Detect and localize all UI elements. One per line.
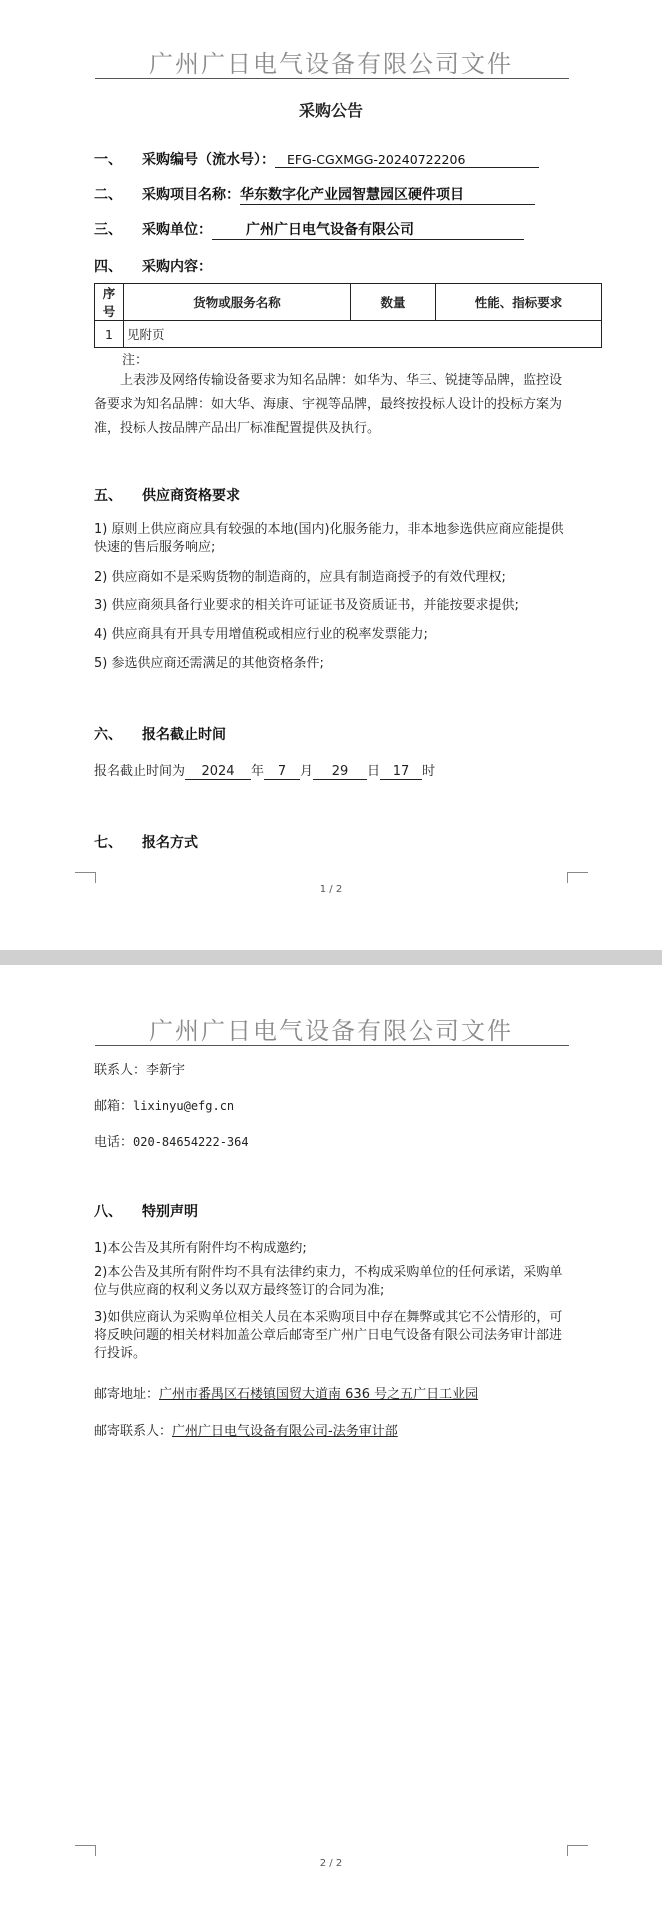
- section-1: [94, 149, 539, 169]
- deadline-line: [94, 760, 435, 780]
- section-4-num: 四、: [94, 259, 122, 275]
- contact-email-label: 邮箱：: [94, 1099, 134, 1114]
- header-company-file: 广州广日电气设备有限公司文件: [149, 50, 513, 78]
- mail-contact-value: 广州广日电气设备有限公司-法务审计部: [172, 1424, 398, 1439]
- deadline-day-unit: 日: [367, 764, 381, 779]
- contact-person-value: 李新宇: [146, 1063, 186, 1078]
- document-page-1: [0, 0, 662, 950]
- note-label: 注：: [122, 353, 149, 368]
- procurement-table: [94, 283, 602, 348]
- section-8-num: 八、: [94, 1204, 122, 1220]
- header-company-file: 广州广日电气设备有限公司文件: [149, 1017, 513, 1045]
- qualification-item: 2) 供应商如不是采购货物的制造商的，应具有制造商授予的有效代理权;: [94, 570, 506, 585]
- contact-person-label: 联系人：: [94, 1063, 147, 1078]
- declaration-item: 3)如供应商认为采购单位相关人员在本采购项目中存在舞弊或其它不公情形的，可将反映问题的相关材料加盖公章后邮寄至广州广日电气设备有限公司法务审计部进行投诉。: [94, 1310, 563, 1361]
- doc-title: 采购公告: [298, 101, 363, 120]
- deadline-year-unit: 年: [251, 764, 265, 779]
- section-5: [94, 485, 240, 505]
- section-3-label: 采购单位：: [142, 222, 212, 238]
- contact-email: [94, 1095, 234, 1114]
- document-page-2: [0, 965, 662, 1911]
- section-3: [94, 219, 524, 240]
- table-row: [95, 321, 602, 348]
- table-header-cell: 数量: [351, 284, 436, 321]
- deadline-day: 29: [313, 764, 367, 780]
- section-4-label: 采购内容：: [142, 259, 212, 275]
- deadline-year: 2024: [185, 764, 251, 780]
- page-corner-mark: [567, 1845, 588, 1856]
- section-4: [94, 256, 212, 276]
- deadline-hour-unit: 时: [422, 764, 436, 779]
- table-cell-no: 1: [95, 321, 124, 348]
- mail-contact: [94, 1420, 398, 1439]
- contact-phone-value: 020-84654222-364: [133, 1135, 249, 1149]
- section-7: [94, 832, 198, 852]
- page-separator: [0, 950, 662, 965]
- page-corner-mark: [75, 872, 96, 883]
- section-1-label: 采购编号（流水号）：: [142, 152, 275, 168]
- section-5-label: 供应商资格要求: [142, 488, 240, 504]
- deadline-month-unit: 月: [300, 764, 314, 779]
- mail-contact-label: 邮寄联系人：: [94, 1424, 173, 1439]
- section-2-label: 采购项目名称：: [142, 187, 240, 203]
- section-8: [94, 1201, 198, 1221]
- purchasing-unit: 广州广日电气设备有限公司: [212, 219, 524, 240]
- section-8-label: 特别声明: [142, 1204, 198, 1220]
- table-header-cell: 性能、指标要求: [436, 284, 602, 321]
- page-number: 2 / 2: [319, 1858, 343, 1869]
- section-6: [94, 724, 226, 744]
- contact-phone-label: 电话：: [94, 1135, 134, 1150]
- table-header-row: [95, 284, 602, 321]
- section-6-label: 报名截止时间: [142, 727, 226, 743]
- page-corner-mark: [567, 872, 588, 883]
- qualification-item: 4) 供应商具有开具专用增值税或相应行业的税率发票能力;: [94, 627, 428, 642]
- table-header-cell: 货物或服务名称: [124, 284, 351, 321]
- deadline-prefix: 报名截止时间为: [94, 764, 186, 779]
- qualification-item: 5) 参选供应商还需满足的其他资格条件;: [94, 656, 324, 671]
- mail-address-value: 广州市番禺区石楼镇国贸大道南 636 号之五广日工业园: [159, 1387, 479, 1402]
- declaration-item: 2)本公告及其所有附件均不具有法律约束力，不构成采购单位的任何承诺，采购单位与供应商的权利义务以双方最终签订的合同为准;: [94, 1265, 563, 1298]
- page-corner-mark: [75, 1845, 96, 1856]
- section-5-num: 五、: [94, 488, 122, 504]
- section-3-num: 三、: [94, 222, 122, 238]
- mail-address: [94, 1383, 478, 1402]
- section-1-num: 一、: [94, 152, 122, 168]
- section-7-label: 报名方式: [142, 835, 198, 851]
- table-cell-name: 见附页: [124, 321, 602, 348]
- section-6-num: 六、: [94, 727, 122, 743]
- page-number: 1 / 2: [319, 884, 343, 895]
- qualification-item: 3) 供应商须具备行业要求的相关许可证证书及资质证书，并能按要求提供;: [94, 598, 519, 613]
- contact-phone: [94, 1131, 249, 1150]
- contact-email-value[interactable]: lixinyu@efg.cn: [133, 1099, 235, 1113]
- deadline-hour: 17: [380, 764, 422, 780]
- mail-address-label: 邮寄地址：: [94, 1387, 160, 1402]
- section-7-num: 七、: [94, 835, 122, 851]
- purchase-number: EFG-CGXMGG-20240722206: [275, 152, 539, 168]
- qualification-item: 1) 原则上供应商应具有较强的本地(国内)化服务能力，非本地参选供应商应能提供快速的售后服务响应;: [94, 522, 564, 555]
- section-2-num: 二、: [94, 187, 122, 203]
- contact-person: [94, 1059, 185, 1078]
- header-rule: [95, 78, 569, 79]
- note-text: 上表涉及网络传输设备要求为知名品牌：如华为、华三、锐捷等品牌，监控设备要求为知名品牌：如大华、海康、宇视等品牌，最终按投标人设计的投标方案为准，投标人按品牌产品出厂标准配置提供及执行。: [94, 373, 563, 436]
- header-rule: [95, 1045, 569, 1046]
- deadline-month: 7: [264, 764, 300, 780]
- project-name: 华东数字化产业园智慧园区硬件项目: [240, 184, 535, 205]
- declaration-item: 1)本公告及其所有附件均不构成邀约;: [94, 1241, 307, 1256]
- section-2: [94, 184, 535, 205]
- table-header-cell: 序号: [95, 284, 124, 321]
